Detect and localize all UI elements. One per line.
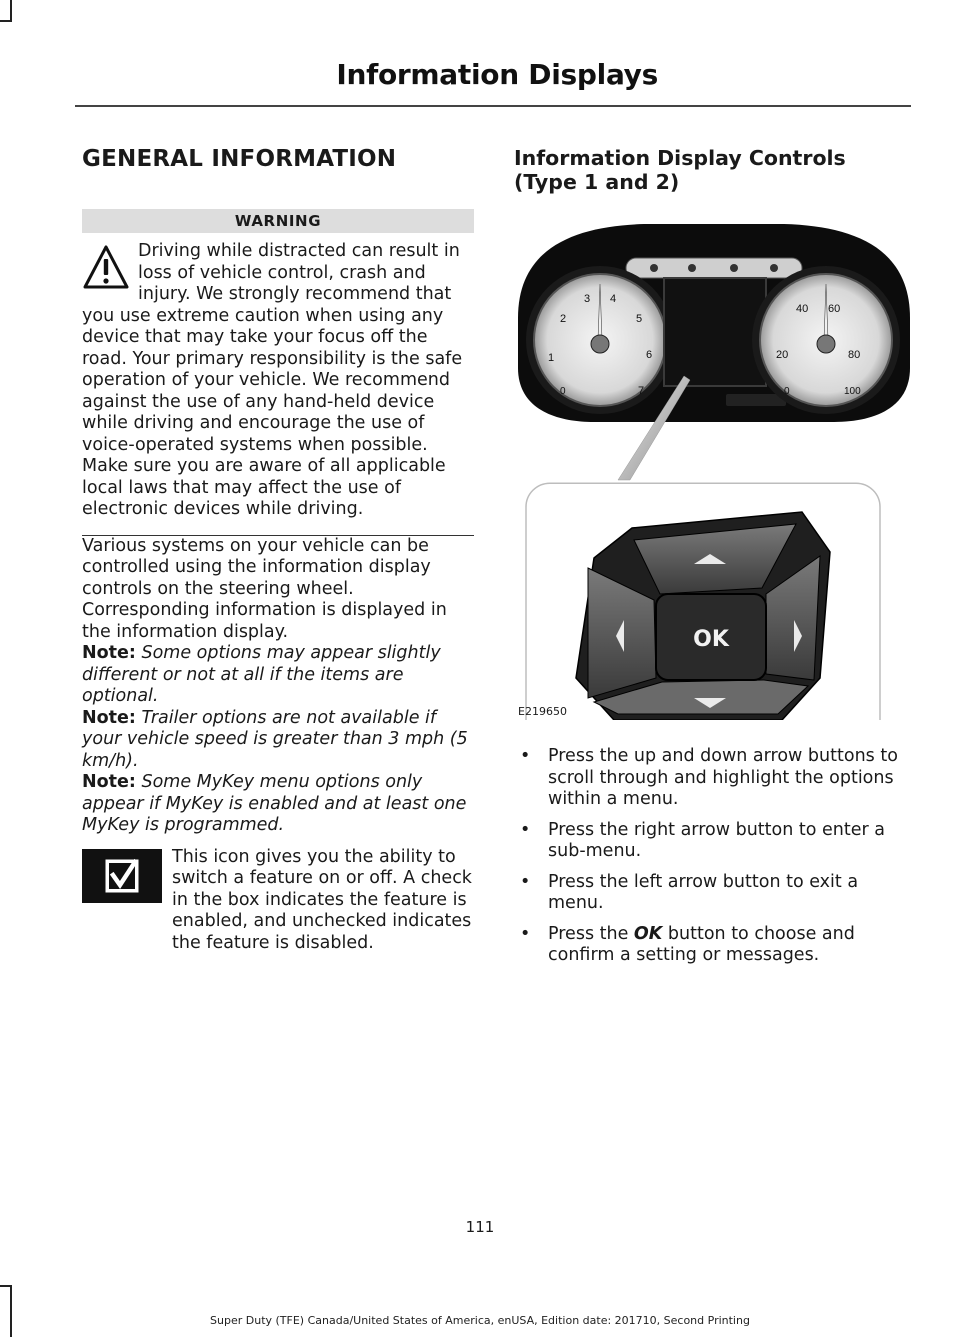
crop-mark [10,0,12,22]
note-text: Trailer options are not available if your vehicle speed is greater than 3 mph (5 km/h). [82,707,468,771]
list-item [514,924,912,967]
cluster-and-controls-figure [514,208,912,720]
warning-block [82,241,474,521]
tach-label-4: 4 [610,293,617,305]
page-number: 111 [465,1218,495,1236]
note-trailer-options [82,708,474,773]
note-text: Some MyKey menu options only appear if MyKey is enabled and at least one MyKey is programmed. [82,772,467,835]
crop-mark [0,20,12,22]
note-text: Some options may appear slightly different or not at all if the items are optional. [82,643,441,706]
crop-mark [0,1285,12,1287]
tach-label-2: 2 [560,313,567,325]
left-column [82,146,474,954]
note-label: Note: [82,707,136,728]
note-label: Note: [82,643,136,663]
speed-label-20: 20 [776,349,789,361]
list-item-text-pre: Press the [548,923,634,944]
tachometer [526,266,674,414]
speed-label-0: 0 [784,386,790,397]
intro-paragraph: Various systems on your vehicle can be controlled using the information display controls on the steering wheel. Corresponding information is displayed in the information display. [82,535,447,642]
ok-button-label: OK [693,627,729,652]
header-rule [75,105,911,107]
list-item-text-post: button to choose and confirm a setting or messages. [548,923,855,965]
tach-label-7: 7 [638,385,645,397]
list-item: • Press the up and down arrow buttons to scroll through and highlight the options within a menu. [514,746,912,811]
ok-inline-label: OK [633,923,663,944]
list-item: • Press the right arrow button to enter a sub-menu. [514,820,912,863]
tach-label-5: 5 [636,313,643,325]
tach-label-0: 0 [560,386,566,397]
speedometer [752,266,900,414]
note-mykey [82,772,474,837]
list-item: • Press the left arrow button to exit a menu. [514,872,912,915]
warning-text: Driving while distracted can result in loss of vehicle control, crash and injury. We strongly recommend that you use extreme caution when using any device that may take your focus off the road. Your primary responsibility is the safe operation of your vehicle. We recommend against the use of any hand-held device while driving and encourage the use of voice-operated systems when possible. Make sure you are aware of all applicable local laws that may affect the use of electronic devices while driving. [82,241,463,519]
checkbox-description: This icon gives you the ability to switch a feature on or off. A check in the box indicates the feature is enabled, and unchecked indicates the feature is disabled. [172,846,472,953]
tach-label-3: 3 [584,293,591,305]
instrument-cluster-illustration [514,208,912,720]
speed-label-80: 80 [848,349,861,361]
check-mark-icon [102,856,142,896]
right-column [514,146,912,976]
warning-triangle-icon [82,243,130,293]
tach-label-1: 1 [548,352,555,364]
checkbox-checked-icon [82,849,162,903]
note-optional-items [82,643,474,708]
warning-label: WARNING [82,209,474,233]
center-information-display [664,278,766,386]
figure-id: E219650 [518,705,567,718]
tach-label-6: 6 [646,349,653,361]
speed-label-60: 60 [828,303,841,315]
controls-instructions-list [514,746,912,967]
speed-label-100: 100 [844,386,861,397]
crop-mark [10,1285,12,1337]
section-title-general-information: GENERAL INFORMATION [82,146,397,172]
speed-label-40: 40 [796,303,809,315]
checkbox-paragraph [82,847,474,955]
steering-wheel-controls [576,512,830,720]
footer-edition-info: Super Duty (TFE) Canada/United States of America, enUSA, Edition date: 201710, Second Printing [210,1314,750,1327]
page-header-title: Information Displays [336,58,658,91]
note-label: Note: [82,772,136,792]
section-title-display-controls: Information Display Controls (Type 1 and 2) [514,146,846,194]
